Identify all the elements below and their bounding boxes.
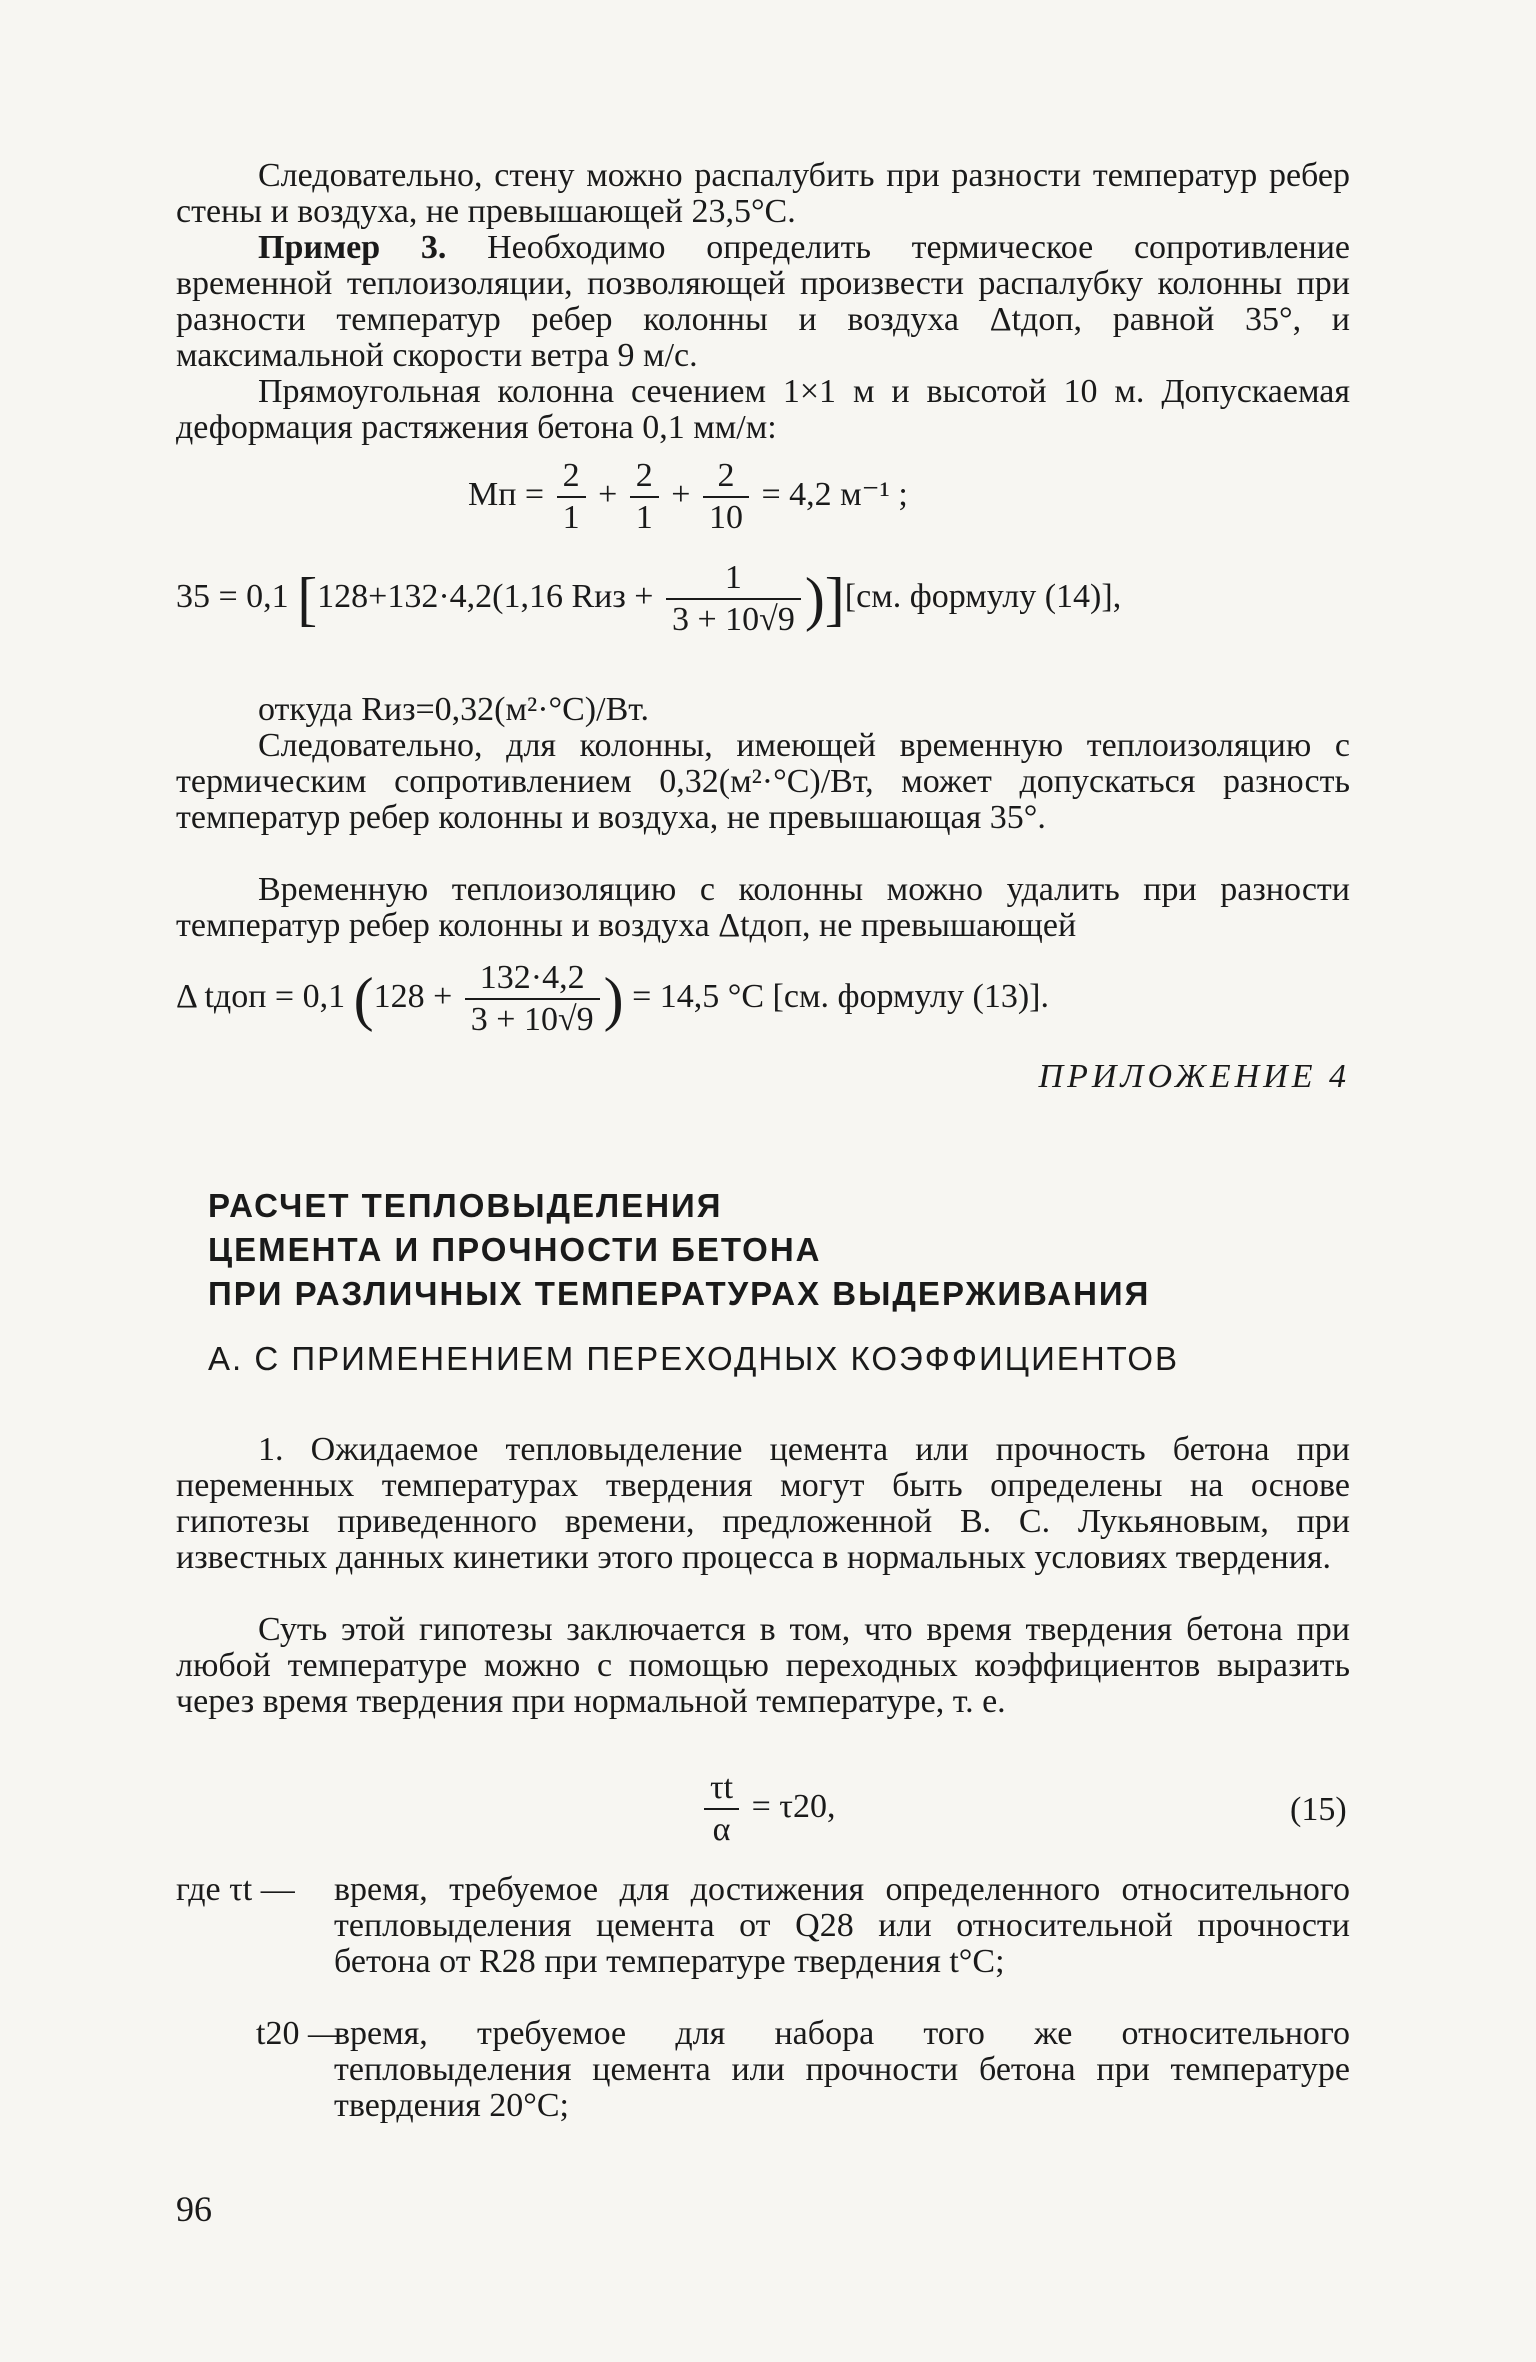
paragraph-conclusion-1: Следовательно, стену можно распалубить при разности температур ребер стены и воздуха, не превышающей 23,5°С. xyxy=(176,157,1350,230)
example-text: Необходимо определить термическое сопротивление временной теплоизоляции, позволяющей произвести распалубку колонны при разности температур ребер колонны и воздуха Δtдоп, равной 35°, и максимальной скорости ветра 9 м/с. xyxy=(176,229,1351,374)
formula-35: 35 = 0,1 [128+132·4,2(1,16 Rиз + $\frac{1}{3 + 10√9}$ )][см. формулу (14)], xyxy=(176,559,1122,638)
fraction: $\frac{\tau t}{\alpha}$ xyxy=(704,1768,739,1850)
fraction: $\frac{1}{3 + 10√9}$ xyxy=(666,558,801,640)
formula-15: $\frac{\tau t}{\alpha}$ = τ20, xyxy=(700,1768,835,1850)
heading-subtitle: А. С ПРИМЕНЕНИЕМ ПЕРЕХОДНЫХ КОЭФФИЦИЕНТОВ xyxy=(208,1340,1180,1377)
definition-text: время, требуемое для достижения определенного относительного тепловыделения цемента от Q28 или относительной прочности бетона от R28 при температуре твердения t°С; xyxy=(334,1871,1350,1980)
paragraph-item-1: 1. Ожидаемое тепловыделение цемента или прочность бетона при переменных температурах твердения могут быть определены на основе гипотезы приведенного времени, предложенной В. С. Лукьяновым, при известных данных кинетики этого процесса в нормальных условиях твердения. xyxy=(176,1431,1350,1576)
page-number: 96 xyxy=(176,2189,212,2229)
fraction: $\frac{2}{1}$ xyxy=(630,456,659,538)
heading-line-2: ЦЕМЕНТА И ПРОЧНОСТИ БЕТОНА xyxy=(208,1231,822,1268)
formula-delta-t: Δ tдоп = 0,1 (128 + $\frac{132\cdot 4,2}{3 + 10√9}$ ) = 14,5 °С [см. формулу (13)]. xyxy=(176,959,1049,1038)
heading-line-3: ПРИ РАЗЛИЧНЫХ ТЕМПЕРАТУРАХ ВЫДЕРЖИВАНИЯ xyxy=(208,1275,1151,1312)
example-label: Пример 3. xyxy=(258,229,447,266)
heading-line-1: РАСЧЕТ ТЕПЛОВЫДЕЛЕНИЯ xyxy=(208,1187,723,1224)
paragraph-column-description: Прямоугольная колонна сечением 1×1 м и высотой 10 м. Допускаемая деформация растяжения бетона 0,1 мм/м: xyxy=(176,373,1350,446)
appendix-label: ПРИЛОЖЕНИЕ 4 xyxy=(1038,1058,1350,1095)
paragraph-example-3 xyxy=(176,230,1350,374)
fraction: $\frac{2}{1}$ xyxy=(557,456,586,538)
definition-term: где τt — xyxy=(176,1871,295,1908)
paragraph-remove-insulation: Временную теплоизоляцию с колонны можно удалить при разности температур ребер колонны и воздуха Δtдоп, не превышающей xyxy=(176,871,1350,944)
paragraph-conclusion-2: Следовательно, для колонны, имеющей временную теплоизоляцию с термическим сопротивлением 0,32(м²·°С)/Вт, может допускаться разность температур ребер колонны и воздуха, не превышающая 35°. xyxy=(176,727,1350,836)
paragraph-result-r: откуда Rиз=0,32(м²·°С)/Вт. xyxy=(258,691,650,728)
paragraph-hypothesis: Суть этой гипотезы заключается в том, что время твердения бетона при любой температуре можно с помощью переходных коэффициентов выразить через время твердения при нормальной температуре, т. е. xyxy=(176,1611,1350,1720)
definition-term: t20 — xyxy=(256,2015,342,2052)
fraction: $\frac{2}{10}$ xyxy=(703,456,749,538)
formula-mp: Mп = $\frac{2}{1}$ + $\frac{2}{1}$ + $\frac{2}{10}$ = 4,2 м⁻¹ ; xyxy=(468,457,908,536)
definition-text: время, требуемое для набора того же относительного тепловыделения цемента или прочности бетона при температуре твердения 20°С; xyxy=(334,2015,1350,2124)
equation-number: (15) xyxy=(1290,1791,1347,1828)
fraction: $\frac{132\cdot 4,2}{3 + 10√9}$ xyxy=(465,958,600,1040)
